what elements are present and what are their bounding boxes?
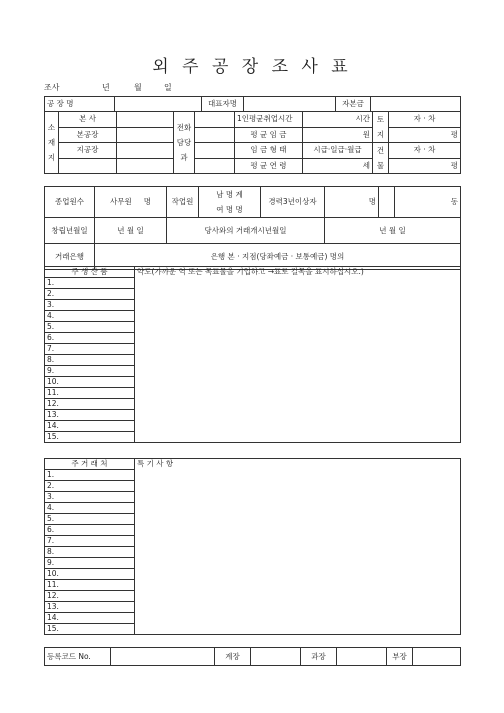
avg-wage-unit: 원 xyxy=(303,127,373,143)
product-row[interactable]: 8. xyxy=(45,355,135,366)
land-pyeong: 평 xyxy=(389,127,461,143)
footer-table xyxy=(44,647,461,666)
product-row[interactable]: 15. xyxy=(45,432,135,443)
phone-field-3[interactable] xyxy=(195,143,235,159)
hours-unit: 시간 xyxy=(303,112,373,128)
client-row[interactable]: 14. xyxy=(45,613,135,624)
product-row[interactable]: 7. xyxy=(45,344,135,355)
client-row[interactable]: 5. xyxy=(45,514,135,525)
director-sign[interactable] xyxy=(413,648,461,666)
client-row[interactable]: 12. xyxy=(45,591,135,602)
experience-label: 경력3년이상자 xyxy=(261,187,325,218)
wage-type-options: 시급·일급·월급 xyxy=(303,143,373,159)
clerk-sign[interactable] xyxy=(251,648,301,666)
location-label: 소재지 xyxy=(45,112,59,174)
product-row[interactable]: 14. xyxy=(45,421,135,432)
ceo-field[interactable] xyxy=(244,97,336,112)
phone-field-1[interactable] xyxy=(195,112,235,128)
diagram-area[interactable] xyxy=(135,267,461,443)
client-row[interactable]: 1. xyxy=(45,470,135,481)
building-label: 건물 xyxy=(373,143,389,174)
client-row[interactable]: 11. xyxy=(45,580,135,591)
remarks-area[interactable] xyxy=(135,459,461,635)
hours-label: 1인평균취업시간 xyxy=(235,112,303,128)
client-row[interactable]: 4. xyxy=(45,503,135,514)
clerk-label: 계장 xyxy=(215,648,251,666)
office-count[interactable]: 사무원 명 xyxy=(95,187,167,218)
land-owned-rented: 자 · 차 xyxy=(389,112,461,128)
manager-label: 과장 xyxy=(301,648,337,666)
director-label: 부장 xyxy=(387,648,413,666)
survey-year: 년 xyxy=(102,83,110,92)
head-field[interactable] xyxy=(117,112,174,128)
phone-dept-label: 전화 담당과 xyxy=(174,112,195,174)
blank-location-field[interactable] xyxy=(117,158,174,174)
main-plant-field[interactable] xyxy=(117,127,174,143)
product-row[interactable]: 13. xyxy=(45,410,135,421)
branch-plant-field[interactable] xyxy=(117,143,174,159)
avg-wage-label: 평 균 임 금 xyxy=(235,127,303,143)
client-row[interactable]: 6. xyxy=(45,525,135,536)
branch-plant-label: 지공장 xyxy=(59,143,117,159)
products-header: 주 생 산 품 xyxy=(45,267,135,278)
founded-field[interactable]: 년 월 일 xyxy=(95,218,167,244)
product-row[interactable]: 5. xyxy=(45,322,135,333)
founded-label: 창립년월일 xyxy=(45,218,95,244)
product-row[interactable]: 12. xyxy=(45,399,135,410)
experience-unit: 명 xyxy=(325,187,379,218)
client-row[interactable]: 13. xyxy=(45,602,135,613)
survey-month: 월 xyxy=(134,83,142,92)
product-row[interactable]: 1. xyxy=(45,278,135,289)
avg-age-unit: 세 xyxy=(303,158,373,174)
building-owned-rented: 자 · 차 xyxy=(389,143,461,159)
client-row[interactable]: 2. xyxy=(45,481,135,492)
avg-age-label: 평 균 연 령 xyxy=(235,158,303,174)
product-row[interactable]: 6. xyxy=(45,333,135,344)
gender-count[interactable]: 남 명 계 여 명 명 xyxy=(199,187,261,218)
product-row[interactable]: 9. xyxy=(45,366,135,377)
main-plant-label: 본공장 xyxy=(59,127,117,143)
form-title: 외 주 공 장 조 사 표 xyxy=(152,57,352,77)
ceo-label: 대표자명 xyxy=(202,97,244,112)
trade-start-label: 당사와의 거래개시년월일 xyxy=(167,218,325,244)
building-pyeong: 평 xyxy=(389,158,461,174)
products-table xyxy=(44,266,461,443)
location-table xyxy=(44,111,461,174)
clients-table xyxy=(44,458,461,635)
bank-label: 거래은행 xyxy=(45,244,95,270)
diagram-instruction: 약도(가까운 역 또는 목표물을 기입하고 →표로 길목을 표시하십시오.) xyxy=(137,267,364,276)
client-row[interactable]: 10. xyxy=(45,569,135,580)
client-row[interactable]: 3. xyxy=(45,492,135,503)
capital-field[interactable] xyxy=(371,97,461,112)
client-row[interactable]: 7. xyxy=(45,536,135,547)
product-row[interactable]: 3. xyxy=(45,300,135,311)
head-label: 본 사 xyxy=(59,112,117,128)
survey-label: 조사 xyxy=(44,83,60,92)
wage-type-label: 임 금 형 태 xyxy=(235,143,303,159)
employees-label: 종업원수 xyxy=(45,187,95,218)
manager-sign[interactable] xyxy=(337,648,387,666)
survey-day: 일 xyxy=(164,83,172,92)
employee-table xyxy=(44,186,461,270)
client-row[interactable]: 15. xyxy=(45,624,135,635)
blank-location xyxy=(59,158,117,174)
bank-field[interactable]: 은행 본 · 지점(당좌예금 · 보통예금) 명의 xyxy=(95,244,461,270)
phone-field-2[interactable] xyxy=(195,127,235,143)
factory-name-field[interactable] xyxy=(115,97,202,112)
trade-start-field[interactable]: 년 월 일 xyxy=(325,218,461,244)
clients-header: 주 거 래 처 xyxy=(45,459,135,470)
code-field[interactable] xyxy=(111,648,215,666)
client-row[interactable]: 9. xyxy=(45,558,135,569)
product-row[interactable]: 4. xyxy=(45,311,135,322)
code-label: 등록코드 No. xyxy=(45,648,111,666)
building-blank xyxy=(379,187,395,218)
phone-field-4[interactable] xyxy=(195,158,235,174)
product-row[interactable]: 11. xyxy=(45,388,135,399)
land-label: 토지 xyxy=(373,112,389,143)
workers-label: 작업원 xyxy=(167,187,199,218)
client-row[interactable]: 8. xyxy=(45,547,135,558)
floors-unit: 동 xyxy=(395,187,461,218)
factory-name-label: 공 장 명 xyxy=(45,97,115,112)
capital-label: 자본금 xyxy=(336,97,371,112)
info-table xyxy=(44,96,461,112)
product-row[interactable]: 2. xyxy=(45,289,135,300)
remarks-label: 특 기 사 항 xyxy=(137,459,174,468)
product-row[interactable]: 10. xyxy=(45,377,135,388)
